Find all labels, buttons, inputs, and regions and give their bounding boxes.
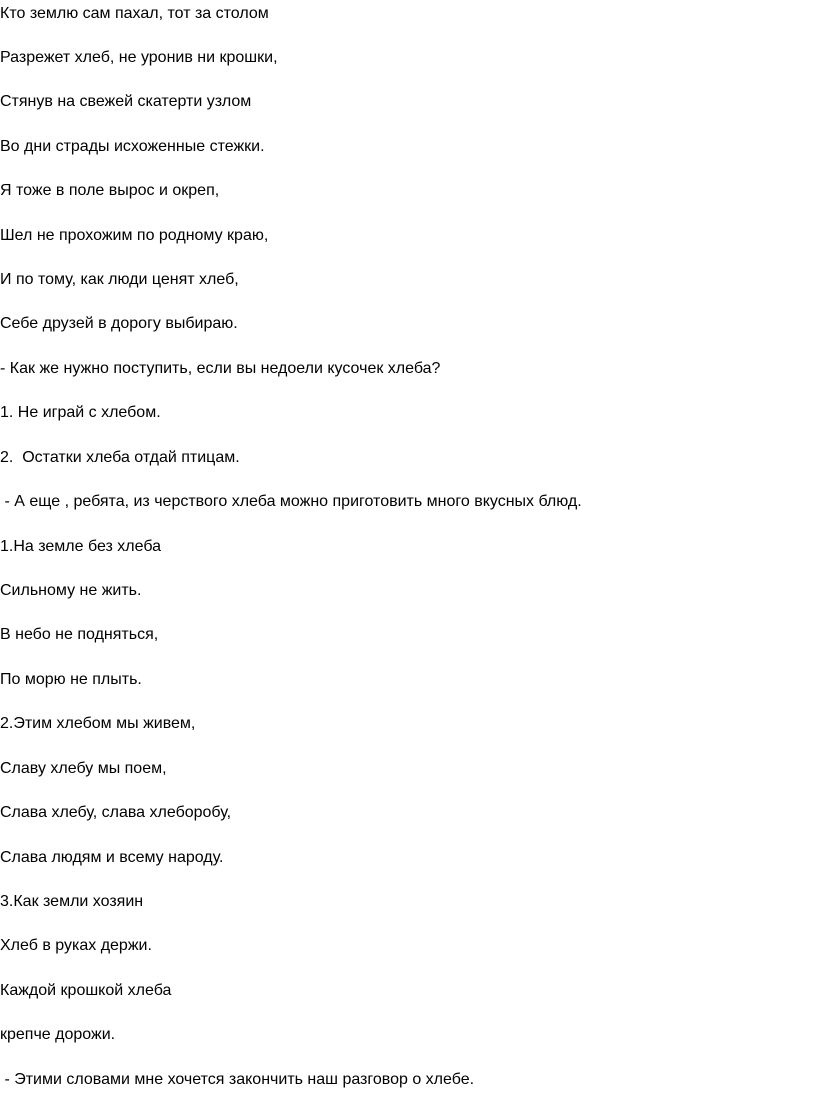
text-line: В небо не подняться, <box>0 626 159 643</box>
text-line: Я тоже в поле вырос и окреп, <box>0 182 220 199</box>
text-line: Слава людям и всему народу. <box>0 849 224 866</box>
text-line: 1.На земле без хлеба <box>0 538 162 555</box>
text-line: - Как же нужно поступить, если вы недоели кусочек хлеба? <box>0 360 441 377</box>
text-line: Славу хлебу мы поем, <box>0 760 167 777</box>
text-line: - А еще , ребята, из черствого хлеба можно приготовить много вкусных блюд. <box>0 493 582 510</box>
text-line: Хлеб в руках держи. <box>0 937 152 954</box>
text-line: 1. Не играй с хлебом. <box>0 404 161 421</box>
text-line: Каждой крошкой хлеба <box>0 982 172 999</box>
text-line: Сильному не жить. <box>0 582 142 599</box>
text-line: Разрежет хлеб, не уронив ни крошки, <box>0 49 278 66</box>
text-line: Во дни страды исхоженные стежки. <box>0 138 265 155</box>
text-line: 3.Как земли хозяин <box>0 893 144 910</box>
text-line: Кто землю сам пахал, тот за столом <box>0 5 269 22</box>
text-line: Стянув на свежей скатерти узлом <box>0 93 252 110</box>
text-line: - Этими словами мне хочется закончить наш разговор о хлебе. <box>0 1071 475 1088</box>
text-line: По морю не плыть. <box>0 671 142 688</box>
text-line: И по тому, как люди ценят хлеб, <box>0 271 239 288</box>
text-line: Шел не прохожим по родному краю, <box>0 227 269 244</box>
text-line: 2. Остатки хлеба отдай птицам. <box>0 449 240 466</box>
text-line: 2.Этим хлебом мы живем, <box>0 715 196 732</box>
text-line: крепче дорожи. <box>0 1026 116 1043</box>
text-line: Себе друзей в дорогу выбираю. <box>0 315 238 332</box>
text-line: Слава хлебу, слава хлеборобу, <box>0 804 232 821</box>
